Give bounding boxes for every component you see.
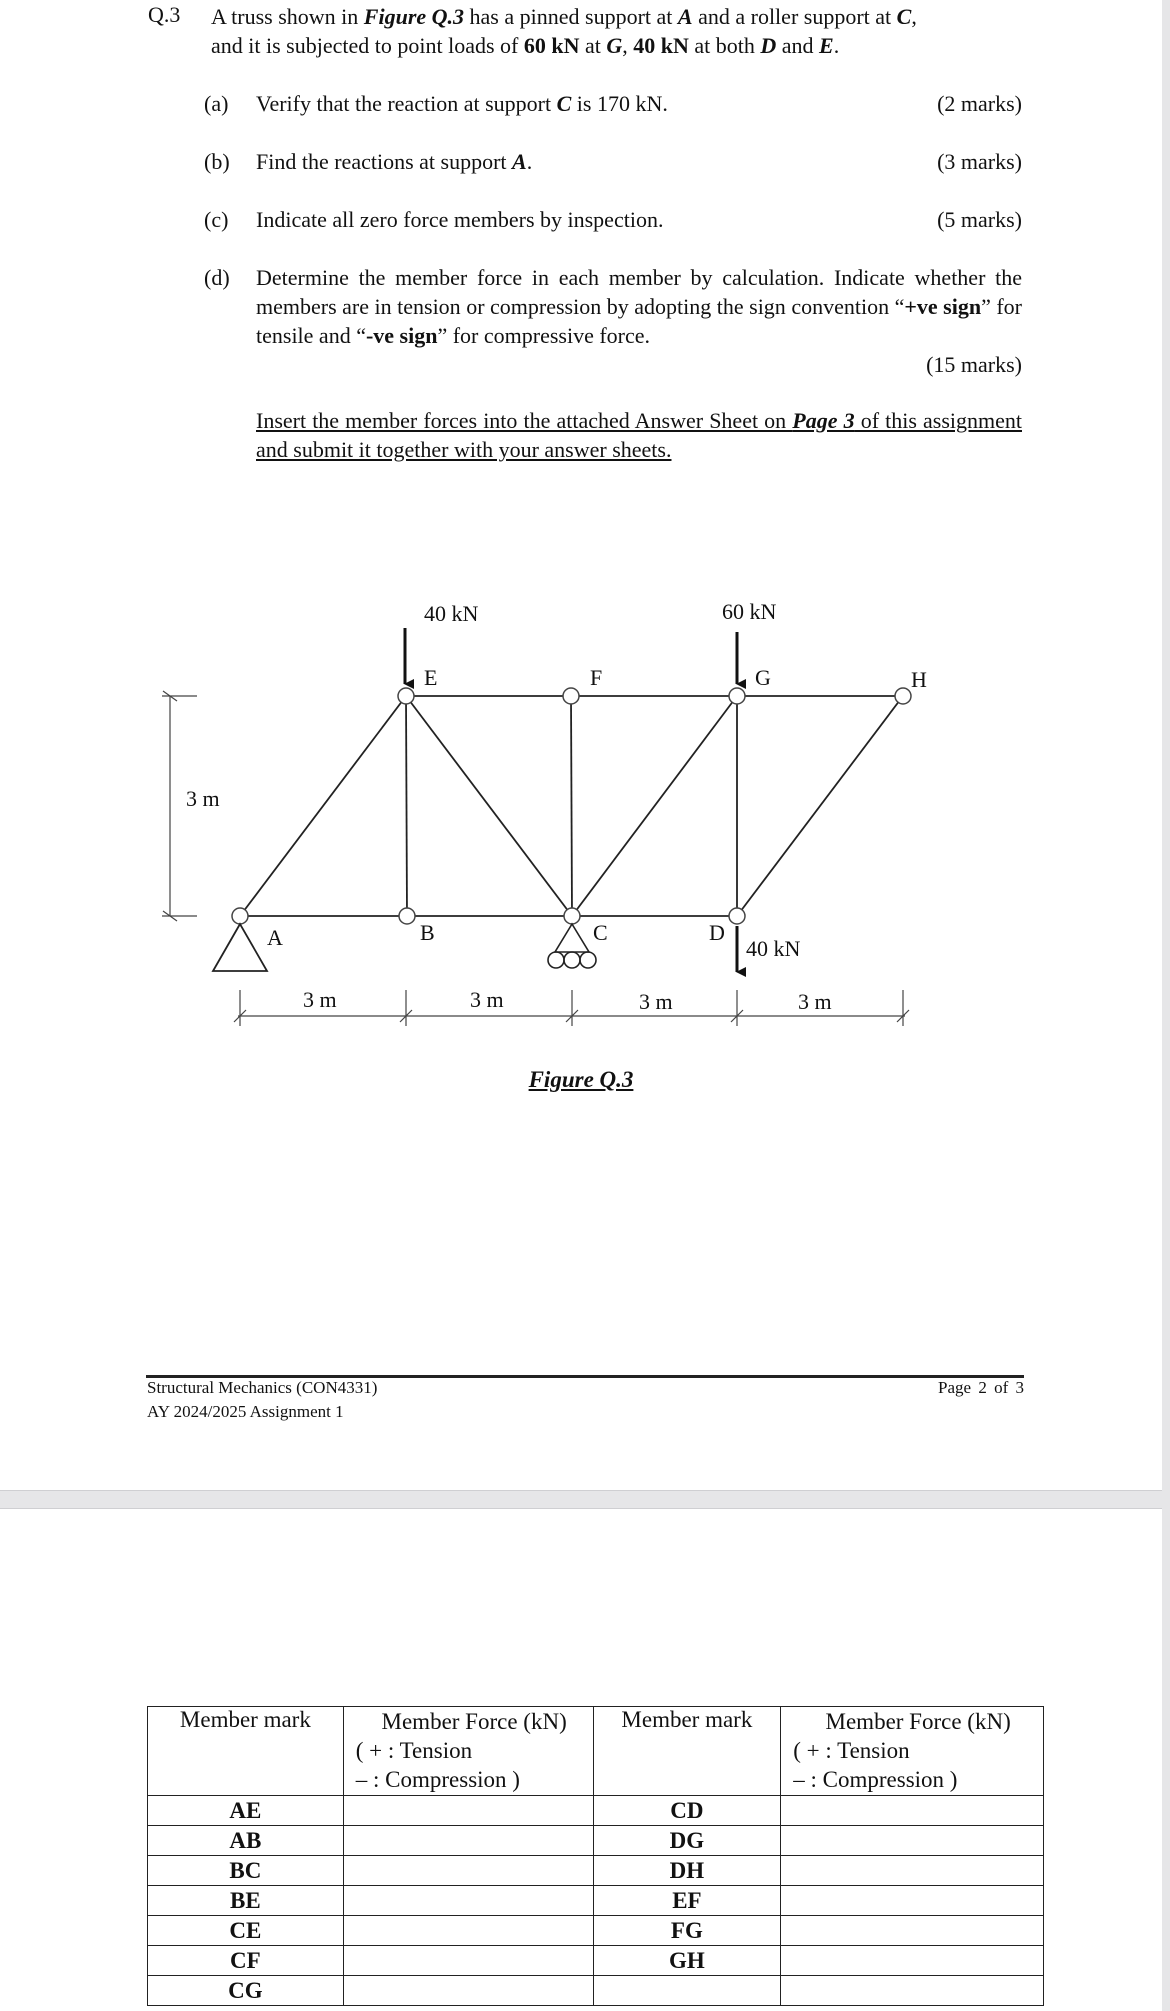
intro-text: A truss shown in	[211, 4, 364, 29]
force-entry-cell[interactable]	[343, 1886, 593, 1916]
part-text: Verify that the reaction at support C is 170 kN.	[256, 91, 668, 116]
member-mark: EF	[593, 1886, 781, 1916]
table-row	[148, 1946, 1044, 1976]
force-entry-cell[interactable]	[343, 1826, 593, 1856]
force-entry-cell[interactable]	[343, 1796, 593, 1826]
force-entry-cell[interactable]	[343, 1946, 593, 1976]
member-cf	[571, 696, 572, 916]
question-intro	[211, 2, 1023, 60]
table-row	[148, 1796, 1044, 1826]
load-label-g: 60 kN	[722, 599, 777, 624]
joint-g	[729, 688, 745, 704]
force-entry-cell[interactable]	[781, 1916, 1044, 1946]
member-be	[406, 696, 407, 916]
intro-text: and a roller support at	[692, 4, 897, 29]
joint-e	[398, 688, 414, 704]
part-marks: (2 marks)	[937, 91, 1022, 116]
figure-caption: Figure Q.3	[528, 1067, 634, 1092]
joint-b	[399, 908, 415, 924]
node-label-h: H	[911, 667, 927, 692]
member-cg	[572, 696, 737, 916]
part-c	[204, 205, 1022, 235]
joint-h	[895, 688, 911, 704]
load-label-d: 40 kN	[746, 936, 801, 961]
member-ae	[240, 696, 406, 916]
table-row	[148, 1976, 1044, 2006]
footer-course: Structural Mechanics (CON4331)	[147, 1378, 378, 1397]
answer-table	[147, 1706, 1044, 2006]
span-dim-label-3: 3 m	[639, 989, 673, 1014]
load-label-e: 40 kN	[424, 601, 479, 626]
member-mark: BC	[148, 1856, 344, 1886]
node-label-e: E	[424, 665, 438, 690]
answer-sheet-notice: Insert the member forces into the attached Answer Sheet on Page 3 of this assignment and submit it together with your answer sheets.	[256, 408, 1022, 462]
support-roller-c	[548, 924, 596, 968]
question-number: Q.3	[148, 2, 181, 27]
intro-text: ,	[911, 4, 917, 29]
intro-text: at	[579, 33, 607, 58]
point-a: A	[677, 4, 693, 29]
table-row	[148, 1886, 1044, 1916]
part-text: Determine the member force in each member by calculation. Indicate whether the members are in tension or compression by adopting the sign convention “+ve sign” for tensile and “-ve sign” for compressive force.	[256, 265, 1022, 348]
part-label: (c)	[204, 207, 229, 232]
table-row	[148, 1916, 1044, 1946]
force-entry-cell[interactable]	[781, 1946, 1044, 1976]
load-40: 40 kN	[633, 33, 689, 58]
point-c: C	[896, 4, 912, 29]
node-label-d: D	[709, 920, 725, 945]
member-mark: CF	[148, 1946, 344, 1976]
node-label-b: B	[420, 920, 435, 945]
member-dh	[737, 696, 903, 916]
member-mark: DH	[593, 1856, 781, 1886]
answer-sheet-page	[0, 1508, 1162, 2011]
part-a	[204, 89, 1022, 119]
member-mark: AB	[148, 1826, 344, 1856]
span-dim-label-1: 3 m	[303, 987, 337, 1012]
part-label: (a)	[204, 91, 229, 116]
support-pinned-a	[213, 924, 267, 971]
member-mark: FG	[593, 1916, 781, 1946]
point-d: D	[760, 33, 777, 58]
force-entry-cell[interactable]	[781, 1976, 1044, 2006]
load-60: 60 kN	[523, 33, 580, 58]
force-entry-cell[interactable]	[781, 1826, 1044, 1856]
member-ce	[406, 696, 572, 916]
intro-text: at both	[688, 33, 761, 58]
intro-text: ,	[622, 33, 634, 58]
table-row	[148, 1856, 1044, 1886]
footer-page: Page 2 of 3	[938, 1378, 1024, 1397]
span-dim-label-2: 3 m	[470, 987, 504, 1012]
member-mark: CE	[148, 1916, 344, 1946]
span-dim-label-4: 3 m	[798, 989, 832, 1014]
part-marks: (5 marks)	[937, 207, 1022, 232]
point-g: G	[606, 33, 623, 58]
member-mark: DG	[593, 1826, 781, 1856]
node-label-a: A	[267, 925, 283, 950]
col-member-force: Member Force (kN) ( + : Tension – : Compression )	[343, 1707, 593, 1796]
part-marks: (15 marks)	[926, 352, 1022, 377]
joint-a	[232, 908, 248, 924]
member-mark: CD	[593, 1796, 781, 1826]
point-e: E	[819, 33, 834, 58]
answer-table-header	[148, 1707, 1044, 1796]
node-label-c: C	[593, 920, 608, 945]
force-entry-cell[interactable]	[781, 1886, 1044, 1916]
intro-text: and it is subjected to point loads of	[211, 33, 524, 58]
figure-ref: Figure Q.3	[363, 4, 465, 29]
member-mark: AE	[148, 1796, 344, 1826]
height-dim-label: 3 m	[186, 786, 220, 811]
intro-text: and	[776, 33, 820, 58]
table-row	[148, 1826, 1044, 1856]
col-member-mark: Member mark	[593, 1707, 781, 1796]
intro-text: .	[833, 33, 840, 58]
part-d	[204, 263, 1022, 379]
member-mark: CG	[148, 1976, 344, 2006]
part-b	[204, 147, 1022, 177]
joint-d	[729, 908, 745, 924]
force-entry-cell[interactable]	[343, 1856, 593, 1886]
member-mark	[593, 1976, 781, 2006]
member-mark: GH	[593, 1946, 781, 1976]
col-member-mark: Member mark	[148, 1707, 344, 1796]
part-text: Find the reactions at support A.	[256, 149, 533, 174]
part-marks: (3 marks)	[937, 149, 1022, 174]
force-entry-cell[interactable]	[781, 1796, 1044, 1826]
part-label: (d)	[204, 265, 230, 290]
part-text: Indicate all zero force members by inspection.	[256, 207, 664, 232]
joint-c	[564, 908, 580, 924]
force-entry-cell[interactable]	[343, 1976, 593, 2006]
force-entry-cell[interactable]	[781, 1856, 1044, 1886]
truss-members	[240, 696, 903, 916]
node-label-g: G	[755, 665, 771, 690]
joint-f	[563, 688, 579, 704]
footer-session: AY 2024/2025 Assignment 1	[147, 1402, 344, 1421]
member-mark: BE	[148, 1886, 344, 1916]
col-member-force: Member Force (kN) ( + : Tension – : Compression )	[781, 1707, 1044, 1796]
force-entry-cell[interactable]	[343, 1916, 593, 1946]
truss-figure	[0, 580, 1162, 1040]
intro-text: has a pinned support at	[464, 4, 678, 29]
part-label: (b)	[204, 149, 230, 174]
node-label-f: F	[590, 665, 603, 690]
